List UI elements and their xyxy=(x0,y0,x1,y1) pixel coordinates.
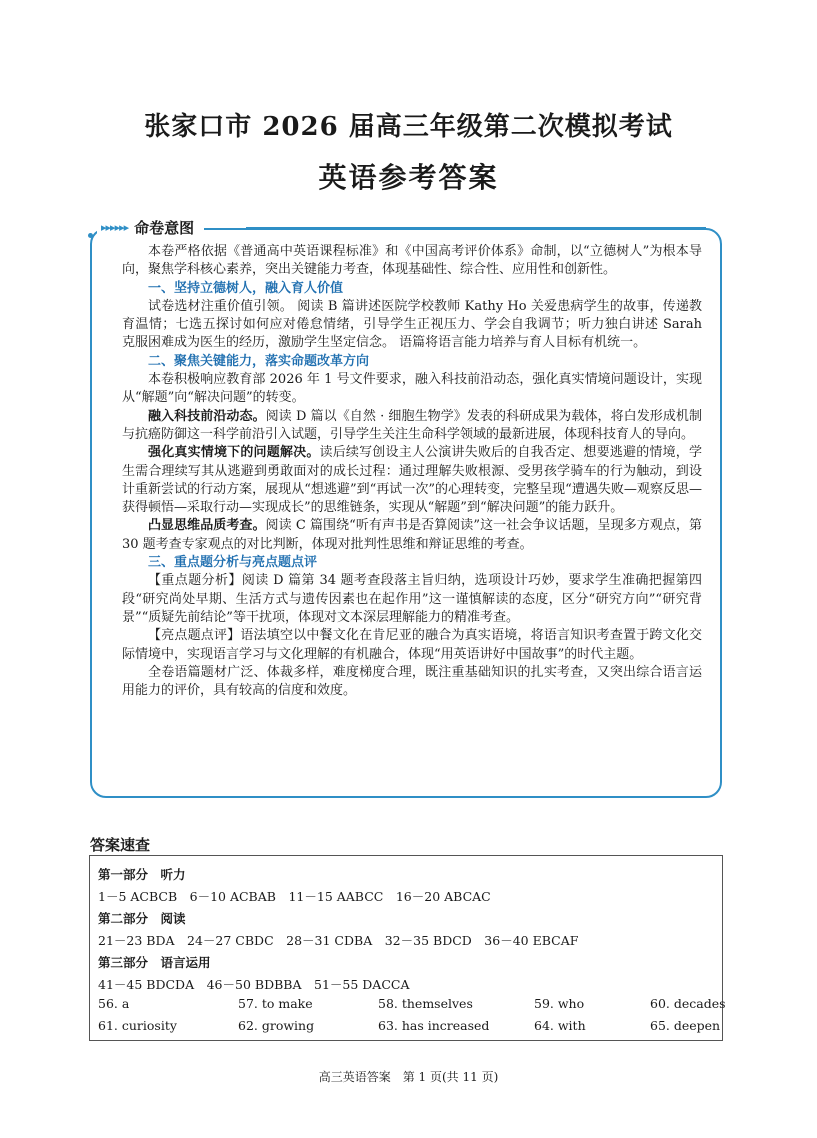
grammar-answer: 63. has increased xyxy=(378,1018,490,1033)
section-3-para-1: 【重点题分析】阅读 D 篇第 34 题考查段落主旨归纳，选项设计巧妙，要求学生准确把握第四段“研究尚处早期、生活方式与遗传因素也在起作用”这一谨慎解读的态度，区分“研究方向”“研究背景”“质疑先前结论”等干扰项，体现对文本深层理解能力的精准考查。 xyxy=(122,573,702,625)
arrows-icon: ▸▸▸▸▸▸ xyxy=(101,220,129,234)
part1-title: 第一部分 听力 xyxy=(98,867,186,882)
section-2-text: 本卷积极响应教育部 2026 年 1 号文件要求，融入科技前沿动态，强化真实情境问题设计，实现从“解题”向“解决问题”的转变。 xyxy=(122,372,702,406)
section-1-text: 试卷选材注重价值引领。 阅读 B 篇讲述医院学校教师 Kathy Ho 关爱患病学生的故事，传递教育温情；七选五探讨如何应对倦怠情绪，引导学生正视压力、学会自我调节；听力独白讲述 Sarah 克服困难成为医生的经历，激励学生坚定信念。 语篇将语言能力培养与育人目标有机统一。 xyxy=(122,298,702,351)
grammar-answer: 61. curiosity xyxy=(98,1018,177,1033)
section-2-title: 二、聚焦关键能力，落实命题改革方向 xyxy=(148,353,370,369)
grammar-answer: 58. themselves xyxy=(378,996,473,1011)
part1-answers: 1－5 ACBCB 6－10 ACBAB 11－15 AABCC 16－20 ABCAC xyxy=(98,889,491,904)
grammar-row-1 xyxy=(98,996,726,1016)
intent-intro: 本卷严格依据《普通高中英语课程标准》和《中国高考评价体系》命制，以“立德树人”为根本导向，聚焦学科核心素养，突出关键能力考查，体现基础性、综合性、应用性和创新性。 xyxy=(122,244,702,278)
para-body: 读后续写创设主人公演讲失败后的自我否定、想要逃避的情境，学生需合理续写其从逃避到勇敢面对的成长过程：通过理解失败根源、受男孩学骑车的行为触动，到设计重新尝试的行动方案，展现从“想逃避”到“再试一次”的心理转变，完整呈现“遭遇失败—观察反思—获得顿悟—采取行动—实现成长”的思维链条，实现从“解题”到“解决问题”的能力跃升。 xyxy=(122,445,702,516)
grammar-answer: 56. a xyxy=(98,996,130,1011)
answer-table xyxy=(89,855,726,1041)
para-body: 阅读 D 篇以《自然 · 细胞生物学》发表的科研成果为载体，将白发形成机制与抗癌防御这一科学前沿引入试题，引导学生关注生命科学领域的最新进展，体现科技育人的导向。 xyxy=(122,408,702,442)
para-body: 阅读 C 篇围绕“听有声书是否算阅读”这一社会争议话题，呈现多方观点，第 30 题考查专家观点的对比判断，体现对批判性思维和辩证思维的考查。 xyxy=(122,518,702,552)
section-2-para-1 xyxy=(122,408,702,445)
section-2-para-2 xyxy=(122,444,702,517)
part3-answers: 41－45 BDCDA 46－50 BDBBA 51－55 DACCA xyxy=(98,977,410,992)
heading-rule xyxy=(246,227,706,229)
part2-answers: 21－23 BDA 24－27 CBDC 28－31 CDBA 32－35 BDCD 36－40 EBCAF xyxy=(98,933,579,948)
page-subtitle: 英语参考答案 xyxy=(318,161,499,194)
para-lead: 强化真实情境下的问题解决。 xyxy=(148,445,320,461)
part3-title: 第三部分 语言运用 xyxy=(98,955,211,970)
grammar-answer: 59. who xyxy=(534,996,585,1011)
intent-conclusion: 全卷语篇题材广泛、体裁多样，难度梯度合理，既注重基础知识的扎实考查，又突出综合语言运用能力的评价，具有较高的信度和效度。 xyxy=(122,664,702,699)
intent-heading xyxy=(97,216,204,238)
grammar-answer: 64. with xyxy=(534,1018,586,1033)
intent-heading-label: 命卷意图 xyxy=(134,218,195,237)
section-2-para-3 xyxy=(122,517,702,554)
answers-title: 答案速查 xyxy=(90,836,151,854)
para-lead: 凸显思维品质考查。 xyxy=(148,518,266,534)
section-1-title: 一、坚持立德树人，融入育人价值 xyxy=(148,280,344,296)
para-lead: 融入科技前沿动态。 xyxy=(148,408,266,424)
grammar-answer: 62. growing xyxy=(238,1018,315,1033)
page-title: 张家口市 2026 届高三年级第二次模拟考试 xyxy=(144,112,673,142)
intent-content xyxy=(122,243,702,700)
grammar-answer: 60. decades xyxy=(650,996,726,1011)
grammar-answer: 65. deepen xyxy=(650,1018,721,1033)
grammar-row-2 xyxy=(98,1018,721,1038)
page-footer: 高三英语答案 第 1 页(共 11 页) xyxy=(318,1070,499,1084)
corner-dot-icon xyxy=(88,233,93,238)
grammar-answer: 57. to make xyxy=(238,996,313,1011)
section-3-title: 三、重点题分析与亮点题点评 xyxy=(148,555,318,571)
part2-title: 第二部分 阅读 xyxy=(98,911,186,926)
section-3-para-2: 【亮点题点评】语法填空以中餐文化在肯尼亚的融合为真实语境，将语言知识考查置于跨文化交际情境中，实现语言学习与文化理解的有机融合，体现“用英语讲好中国故事”的时代主题。 xyxy=(122,628,702,662)
